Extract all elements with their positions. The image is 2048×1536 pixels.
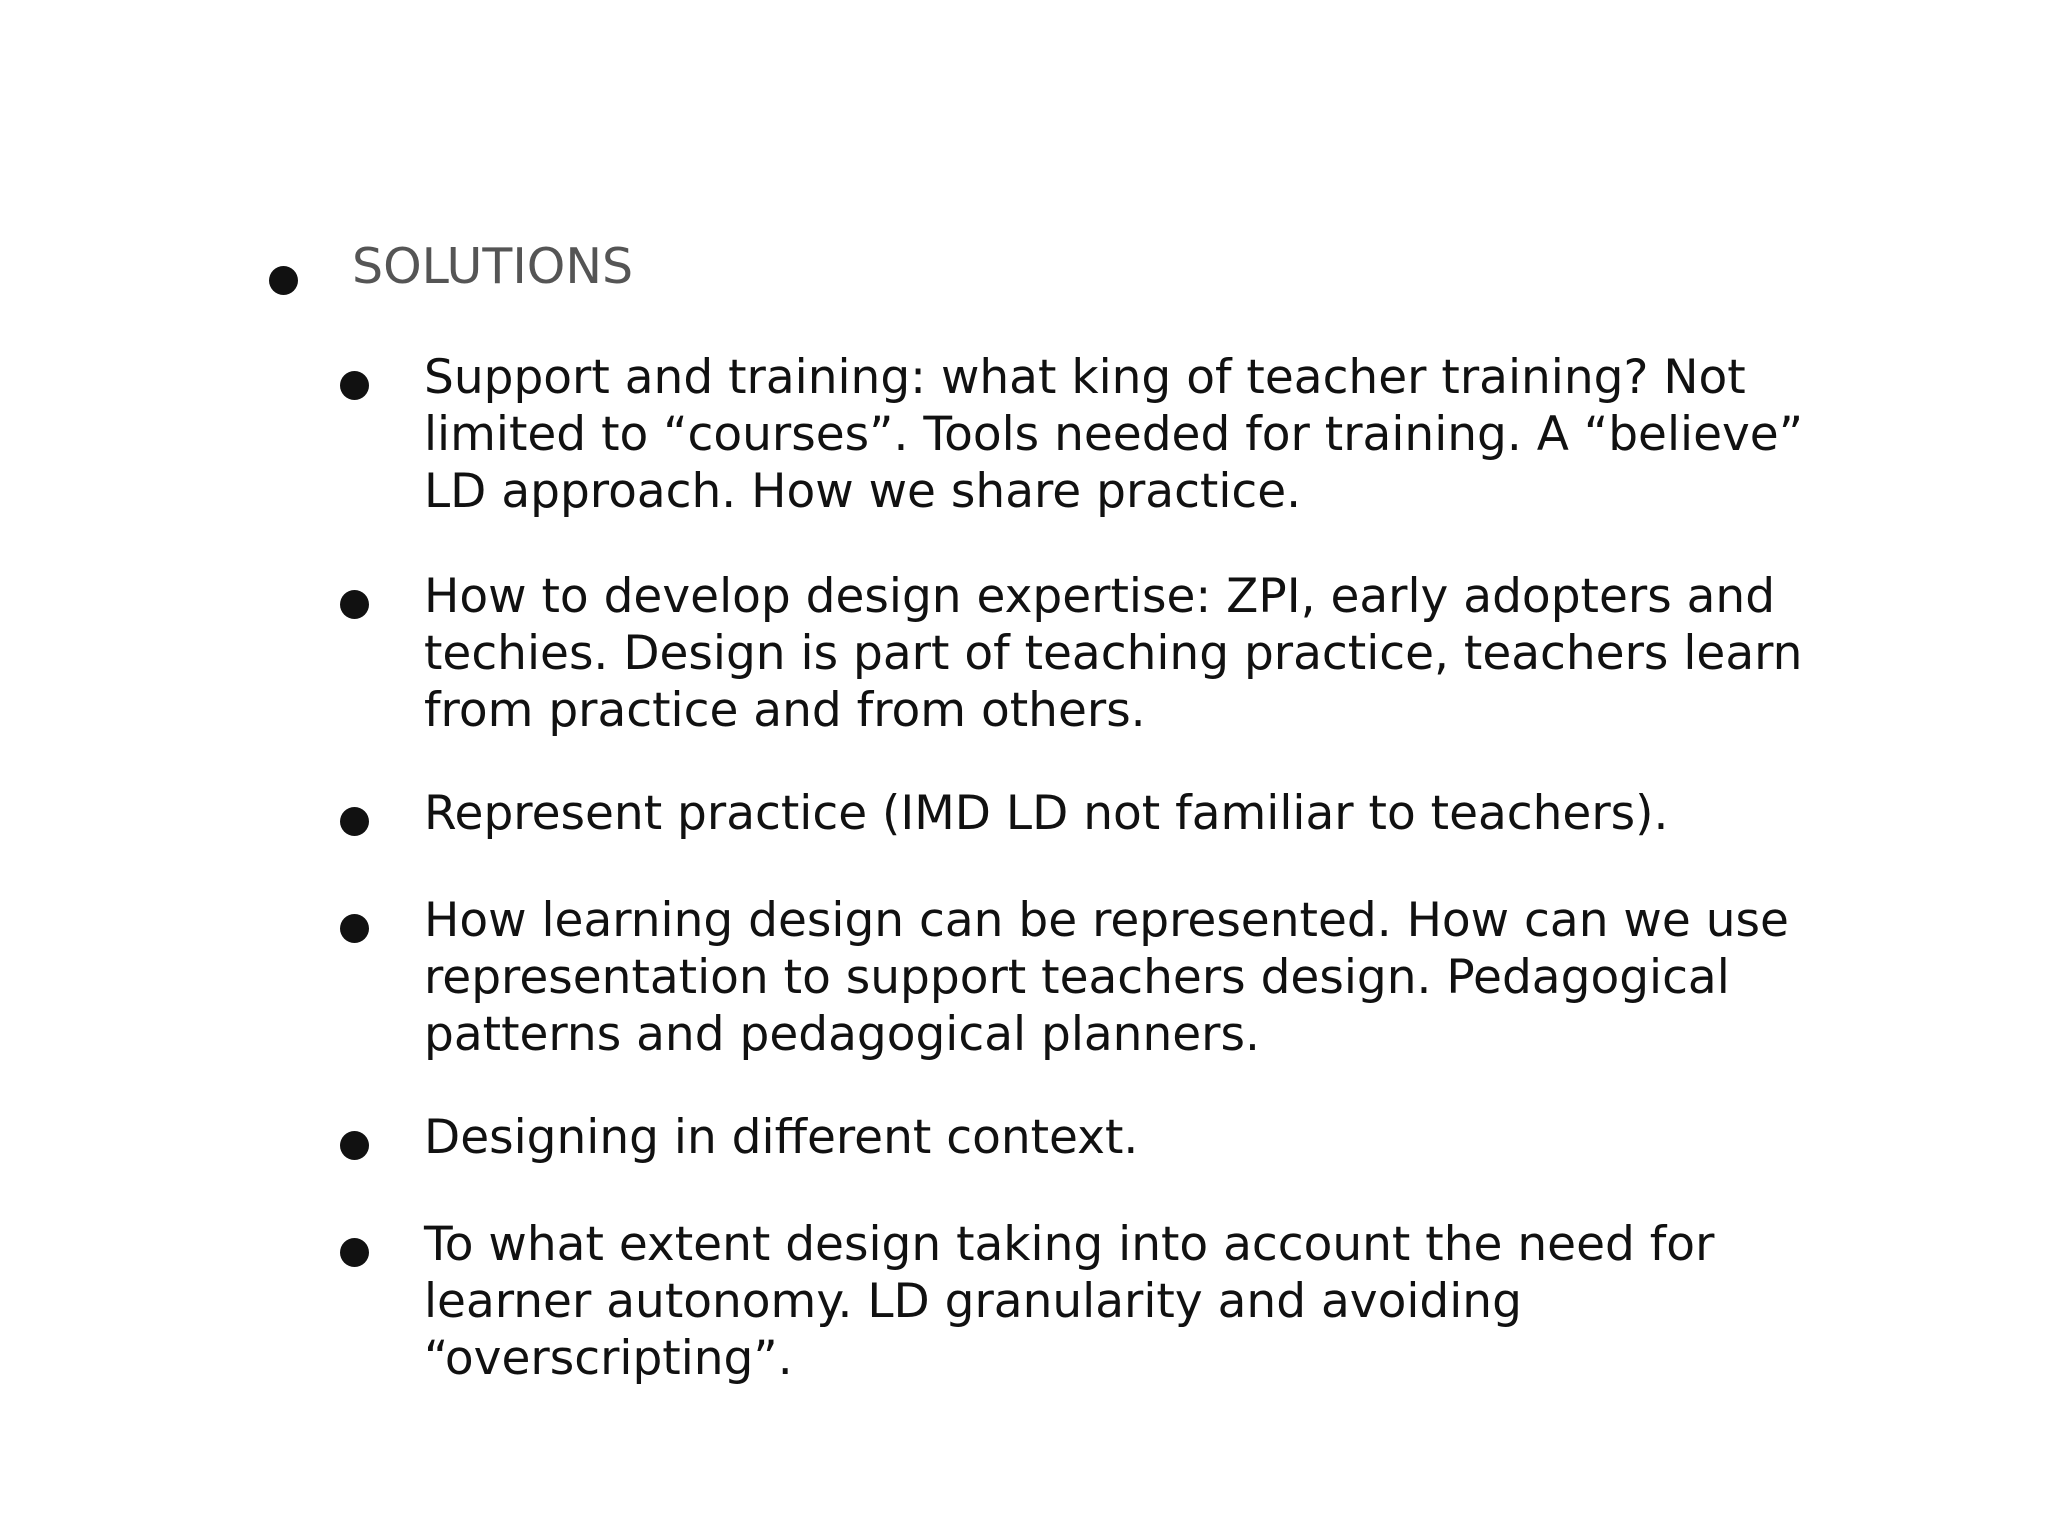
item-bullet-icon (340, 1131, 369, 1160)
list-item (424, 1109, 1844, 1166)
slide-heading: SOLUTIONS (352, 238, 634, 295)
item-bullet-icon (340, 914, 369, 943)
list-item (424, 349, 1844, 520)
item-line: patterns and pedagogical planners. (424, 1007, 1260, 1062)
item-bullet-icon (340, 590, 369, 619)
item-bullet-icon (340, 371, 369, 400)
heading-bullet-icon (269, 266, 298, 295)
list-item (424, 568, 1844, 739)
item-line: How to develop design expertise: ZPI, early adopters and (424, 569, 1776, 624)
item-line: limited to “courses”. Tools needed for training. A “believe” (424, 407, 1804, 462)
list-item (424, 1216, 1844, 1387)
item-line: representation to support teachers design. Pedagogical (424, 950, 1730, 1005)
list-item (424, 892, 1844, 1063)
item-bullet-icon (340, 807, 369, 836)
item-line: Designing in different context. (424, 1110, 1139, 1165)
item-line: Represent practice (IMD LD not familiar to teachers). (424, 786, 1669, 841)
list-item (424, 785, 1844, 842)
item-line: from practice and from others. (424, 683, 1146, 738)
item-bullet-icon (340, 1238, 369, 1267)
item-line: Support and training: what king of teacher training? Not (424, 350, 1746, 405)
item-line: learner autonomy. LD granularity and avoiding (424, 1274, 1522, 1329)
item-line: LD approach. How we share practice. (424, 464, 1302, 519)
item-line: “overscripting”. (424, 1331, 793, 1386)
item-line: How learning design can be represented. How can we use (424, 893, 1789, 948)
item-line: To what extent design taking into account the need for (424, 1217, 1715, 1272)
item-line: techies. Design is part of teaching practice, teachers learn (424, 626, 1803, 681)
